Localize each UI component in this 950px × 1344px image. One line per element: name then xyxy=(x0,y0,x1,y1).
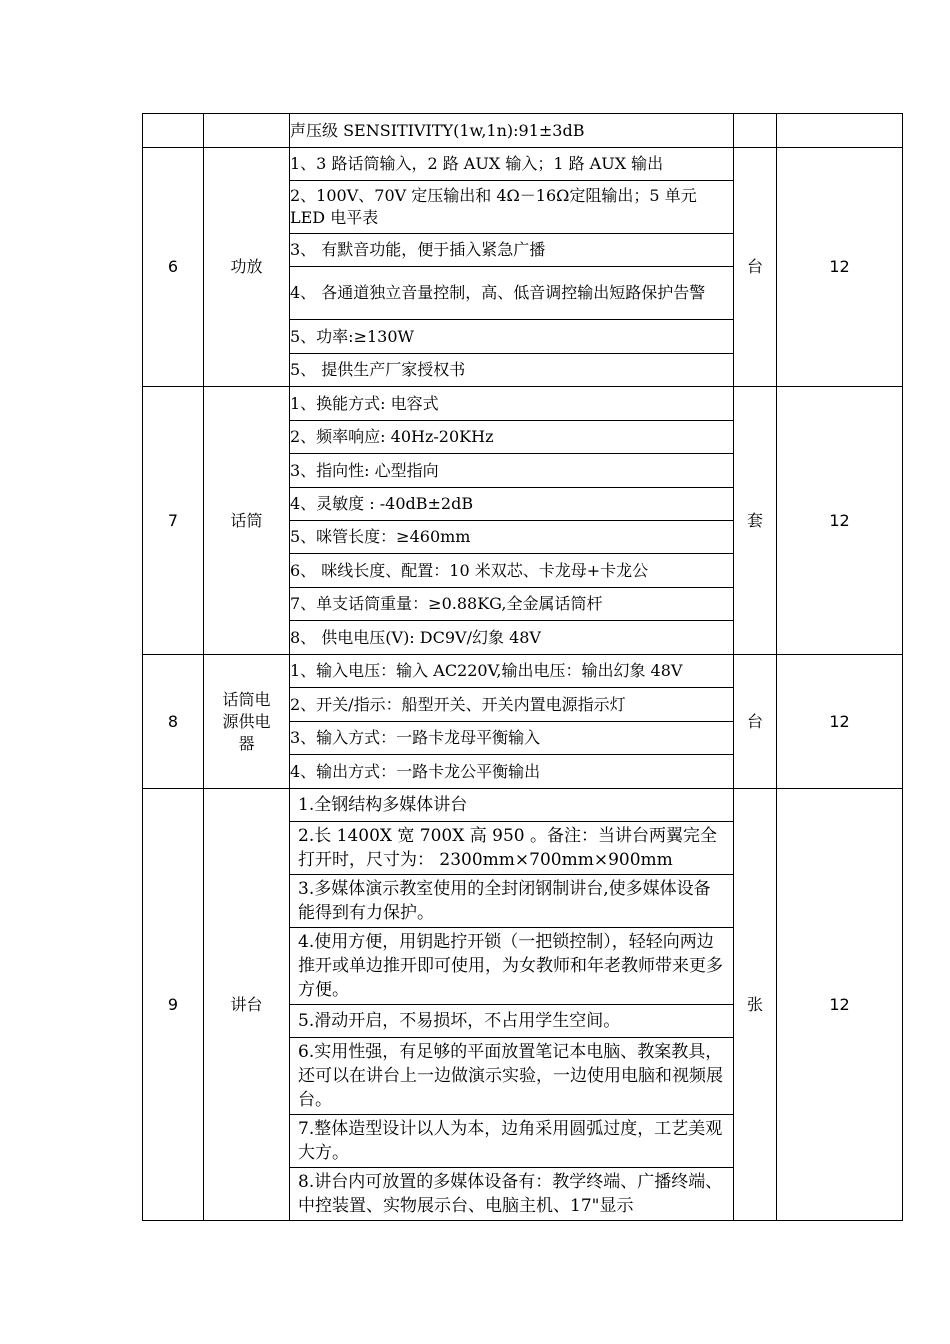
spec-line: 2、频率响应: 40Hz-20KHz xyxy=(290,421,734,454)
spec-line: 3、输入方式：一路卡龙母平衡输入 xyxy=(290,722,734,755)
item-number: 6 xyxy=(143,148,204,387)
spec-line: 1、输入电压：输入 AC220V,输出电压：输出幻象 48V xyxy=(290,655,734,688)
table-row xyxy=(143,148,903,181)
item-name: 话筒电源供电器 xyxy=(204,655,290,789)
spec-line: 1.全钢结构多媒体讲台 xyxy=(290,789,734,822)
cell-unit xyxy=(734,114,777,148)
spec-line: 6、 咪线长度、配置：10 米双芯、卡龙母+卡龙公 xyxy=(290,554,734,588)
spec-line: 5.滑动开启，不易损坏，不占用学生空间。 xyxy=(290,1005,734,1038)
spec-line: 8.讲台内可放置的多媒体设备有：教学终端、广播终端、中控装置、实物展示台、电脑主机、17"显示 xyxy=(290,1168,734,1221)
spec-line: 6.实用性强，有足够的平面放置笔记本电脑、教案教具，还可以在讲台上一边做演示实验，一边使用电脑和视频展台。 xyxy=(290,1038,734,1115)
item-name: 讲台 xyxy=(204,789,290,1221)
spec-line: 5、咪管长度：≥460mm xyxy=(290,521,734,554)
spec-line: 4、灵敏度 : -40dB±2dB xyxy=(290,488,734,521)
cell-qty xyxy=(777,114,903,148)
spec-line: 5、功率:≥130W xyxy=(290,320,734,354)
spec-table xyxy=(142,113,903,1221)
spec-line: 7.整体造型设计以人为本，边角采用圆弧过度，工艺美观大方。 xyxy=(290,1115,734,1168)
cell-no xyxy=(143,114,204,148)
spec-line: 2、100V、70V 定压输出和 4Ω－16Ω定阻输出；5 单元 LED 电平表 xyxy=(290,181,734,234)
spec-line: 1、3 路话筒输入，2 路 AUX 输入；1 路 AUX 输出 xyxy=(290,148,734,181)
item-number: 8 xyxy=(143,655,204,789)
table-row xyxy=(143,655,903,688)
item-unit: 张 xyxy=(734,789,777,1221)
item-unit: 套 xyxy=(734,387,777,655)
spec-line: 3、 有默音功能，便于插入紧急广播 xyxy=(290,234,734,267)
spec-line: 7、单支话筒重量：≥0.88KG,全金属话筒杆 xyxy=(290,588,734,621)
item-quantity: 12 xyxy=(777,387,903,655)
spec-line: 2、开关/指示：船型开关、开关内置电源指示灯 xyxy=(290,688,734,722)
spec-line: 3.多媒体演示教室使用的全封闭钢制讲台,使多媒体设备能得到有力保护。 xyxy=(290,875,734,928)
spec-line: 5、 提供生产厂家授权书 xyxy=(290,354,734,387)
cell-name xyxy=(204,114,290,148)
item-name: 功放 xyxy=(204,148,290,387)
table-row xyxy=(143,789,903,822)
spec-line: 4、 各通道独立音量控制，高、低音调控输出短路保护告警 xyxy=(290,267,734,320)
item-unit: 台 xyxy=(734,655,777,789)
item-name: 话筒 xyxy=(204,387,290,655)
item-unit: 台 xyxy=(734,148,777,387)
item-quantity: 12 xyxy=(777,789,903,1221)
item-quantity: 12 xyxy=(777,655,903,789)
item-number: 9 xyxy=(143,789,204,1221)
spec-line: 2.长 1400X 宽 700X 高 950 。备注：当讲台两翼完全打开时，尺寸为： 2300mm×700mm×900mm xyxy=(290,822,734,875)
spec-line: 4、输出方式：一路卡龙公平衡输出 xyxy=(290,755,734,789)
spec-line: 3、指向性: 心型指向 xyxy=(290,454,734,488)
table-row xyxy=(143,387,903,421)
item-number: 7 xyxy=(143,387,204,655)
spec-line: 8、 供电电压(V): DC9V/幻象 48V xyxy=(290,621,734,655)
cell-spec: 声压级 SENSITIVITY(1w,1n):91±3dB xyxy=(290,114,734,148)
item-quantity: 12 xyxy=(777,148,903,387)
spec-line: 1、换能方式: 电容式 xyxy=(290,387,734,421)
spec-line: 4.使用方便，用钥匙拧开锁（一把锁控制），轻轻向两边推开或单边推开即可使用，为女教师和年老教师带来更多方便。 xyxy=(290,928,734,1005)
table-row-continued xyxy=(143,114,903,148)
